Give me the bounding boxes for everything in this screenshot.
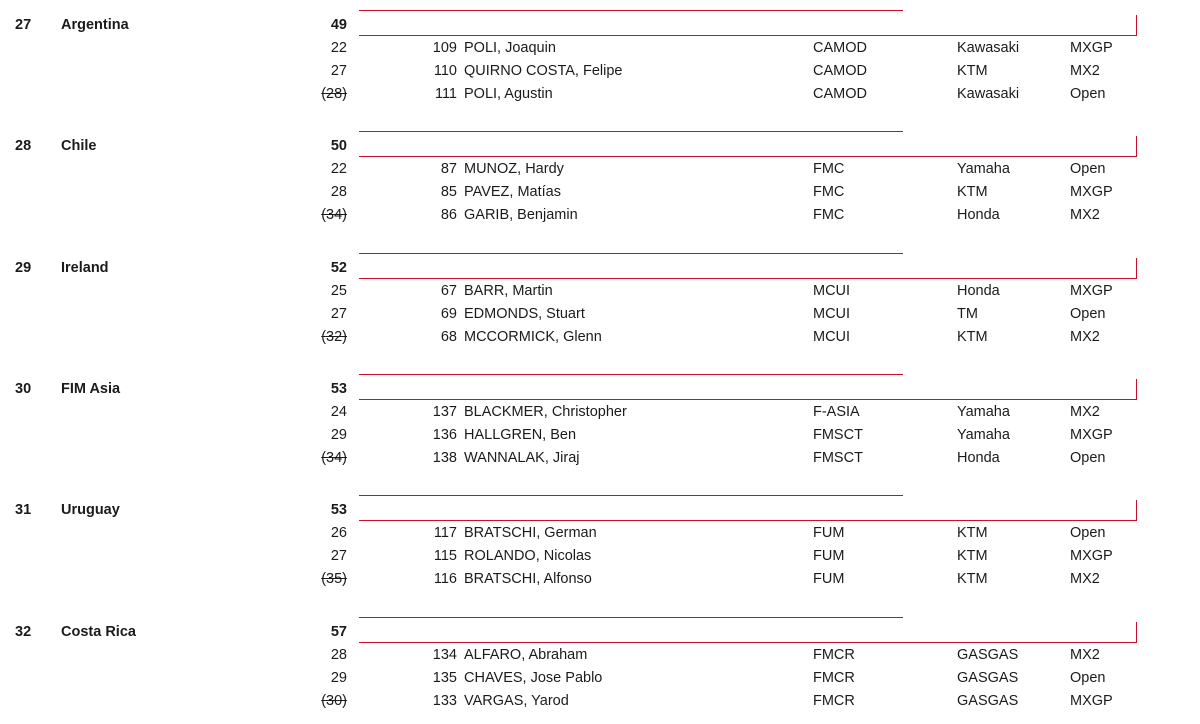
team-rule-top [359, 374, 903, 375]
rider-number: 133 [432, 693, 457, 709]
team-total: 57 [330, 624, 347, 640]
team-rank: 29 [15, 260, 32, 276]
rider-points: 29 [330, 427, 347, 443]
rider-motorcycle: Kawasaki [957, 40, 1020, 56]
rider-motorcycle: KTM [957, 571, 988, 587]
team-total: 53 [330, 502, 347, 518]
rider-federation: CAMOD [813, 40, 867, 56]
rider-federation: FUM [813, 548, 845, 564]
team-rule-top [359, 617, 903, 618]
rider-points: 27 [330, 548, 347, 564]
rider-name: POLI, Agustin [464, 86, 553, 102]
rider-federation: FMCR [813, 693, 855, 709]
team-rule-box [359, 136, 1137, 157]
team-total: 53 [330, 381, 347, 397]
rider-name: ALFARO, Abraham [464, 647, 588, 663]
rider-number: 109 [432, 40, 457, 56]
rider-name: BRATSCHI, German [464, 525, 597, 541]
rider-class: MX2 [1070, 63, 1100, 79]
rider-number: 86 [440, 207, 457, 223]
rider-name: BRATSCHI, Alfonso [464, 571, 592, 587]
rider-number: 117 [433, 525, 457, 541]
team-rule-box [359, 500, 1137, 521]
rider-federation: FUM [813, 571, 845, 587]
rider-points-dropped: (30) [321, 693, 347, 709]
rider-motorcycle: Honda [957, 450, 1000, 466]
rider-number: 85 [440, 184, 457, 200]
rider-row [0, 184, 1200, 207]
rider-row [0, 571, 1200, 594]
rider-points: 27 [330, 306, 347, 322]
rider-motorcycle: KTM [957, 548, 988, 564]
team-rule-top [359, 253, 903, 254]
rider-points: 28 [330, 647, 347, 663]
rider-motorcycle: Kawasaki [957, 86, 1020, 102]
rider-number: 135 [432, 670, 457, 686]
team-total: 49 [330, 17, 347, 33]
rider-federation: MCUI [813, 329, 851, 345]
rider-name: QUIRNO COSTA, Felipe [464, 63, 623, 79]
rider-name: PAVEZ, Matías [464, 184, 561, 200]
rider-name: ROLANDO, Nicolas [464, 548, 592, 564]
rider-number: 134 [432, 647, 457, 663]
rider-class: Open [1070, 670, 1106, 686]
rider-number: 136 [432, 427, 457, 443]
team-block-uruguay [0, 485, 1200, 595]
team-rank: 32 [15, 624, 32, 640]
rider-number: 111 [434, 86, 457, 102]
rider-class: MX2 [1070, 571, 1100, 587]
team-name: Costa Rica [61, 624, 136, 640]
rider-motorcycle: KTM [957, 525, 988, 541]
rider-row [0, 427, 1200, 450]
rider-class: Open [1070, 306, 1106, 322]
rider-name: MUNOZ, Hardy [464, 161, 564, 177]
rider-name: BARR, Martin [464, 283, 553, 299]
rider-motorcycle: GASGAS [957, 670, 1019, 686]
team-rule-top [359, 495, 903, 496]
rider-row [0, 450, 1200, 473]
team-rank: 31 [15, 502, 32, 518]
team-rule-box [359, 15, 1137, 36]
rider-class: MXGP [1070, 184, 1113, 200]
rider-number: 137 [432, 404, 457, 420]
team-rule-box [359, 379, 1137, 400]
team-block-costa-rica [0, 607, 1200, 717]
rider-name: POLI, Joaquin [464, 40, 556, 56]
rider-row [0, 207, 1200, 230]
rider-points-dropped: (32) [321, 329, 347, 345]
rider-name: WANNALAK, Jiraj [464, 450, 580, 466]
team-rule-box [359, 622, 1137, 643]
rider-federation: MCUI [813, 306, 851, 322]
rider-points-dropped: (28) [321, 86, 347, 102]
rider-points: 22 [330, 40, 347, 56]
rider-number: 67 [440, 283, 457, 299]
rider-name: EDMONDS, Stuart [464, 306, 585, 322]
rider-motorcycle: KTM [957, 184, 988, 200]
rider-row [0, 40, 1200, 63]
rider-class: MX2 [1070, 329, 1100, 345]
rider-class: Open [1070, 525, 1106, 541]
rider-motorcycle: Honda [957, 283, 1000, 299]
rider-number: 116 [433, 571, 457, 587]
rider-number: 87 [440, 161, 457, 177]
team-name: FIM Asia [61, 381, 121, 397]
team-total: 52 [330, 260, 347, 276]
rider-row [0, 404, 1200, 427]
team-block-ireland [0, 243, 1200, 353]
rider-federation: CAMOD [813, 86, 867, 102]
team-rank: 27 [15, 17, 32, 33]
rider-federation: MCUI [813, 283, 851, 299]
rider-points-dropped: (35) [321, 571, 347, 587]
rider-row [0, 63, 1200, 86]
rider-federation: FMC [813, 184, 845, 200]
rider-row [0, 693, 1200, 716]
rider-row [0, 86, 1200, 109]
rider-federation: FMSCT [813, 450, 863, 466]
rider-points: 25 [330, 283, 347, 299]
rider-number: 68 [440, 329, 457, 345]
team-name: Argentina [61, 17, 129, 33]
rider-federation: FMCR [813, 647, 855, 663]
rider-row [0, 525, 1200, 548]
rider-motorcycle: Honda [957, 207, 1000, 223]
rider-name: MCCORMICK, Glenn [464, 329, 602, 345]
rider-row [0, 283, 1200, 306]
rider-points: 28 [330, 184, 347, 200]
team-block-fim-asia [0, 364, 1200, 474]
rider-motorcycle: KTM [957, 63, 988, 79]
rider-federation: FMC [813, 161, 845, 177]
rider-class: Open [1070, 86, 1106, 102]
team-block-chile [0, 121, 1200, 231]
rider-number: 69 [440, 306, 457, 322]
team-rule-top [359, 131, 903, 132]
rider-federation: FUM [813, 525, 845, 541]
rider-class: MX2 [1070, 207, 1100, 223]
rider-class: MXGP [1070, 548, 1113, 564]
rider-class: Open [1070, 161, 1106, 177]
rider-number: 138 [432, 450, 457, 466]
rider-points: 27 [330, 63, 347, 79]
rider-name: CHAVES, Jose Pablo [464, 670, 603, 686]
rider-points: 24 [330, 404, 347, 420]
rider-federation: F-ASIA [813, 404, 860, 420]
rider-class: MXGP [1070, 427, 1113, 443]
rider-name: BLACKMER, Christopher [464, 404, 627, 420]
rider-points-dropped: (34) [321, 450, 347, 466]
rider-row [0, 306, 1200, 329]
rider-number: 115 [433, 548, 457, 564]
team-rank: 28 [15, 138, 32, 154]
rider-points-dropped: (34) [321, 207, 347, 223]
rider-motorcycle: Yamaha [957, 427, 1010, 443]
rider-motorcycle: GASGAS [957, 647, 1019, 663]
rider-row [0, 548, 1200, 571]
team-name: Uruguay [61, 502, 120, 518]
rider-row [0, 329, 1200, 352]
rider-points: 29 [330, 670, 347, 686]
team-rule-top [359, 10, 903, 11]
rider-motorcycle: Yamaha [957, 161, 1010, 177]
rider-row [0, 161, 1200, 184]
rider-name: GARIB, Benjamin [464, 207, 578, 223]
team-name: Chile [61, 138, 97, 154]
team-rule-box [359, 258, 1137, 279]
rider-federation: FMC [813, 207, 845, 223]
rider-class: MX2 [1070, 647, 1100, 663]
rider-class: MXGP [1070, 40, 1113, 56]
rider-motorcycle: Yamaha [957, 404, 1010, 420]
rider-name: HALLGREN, Ben [464, 427, 577, 443]
rider-points: 26 [330, 525, 347, 541]
rider-motorcycle: TM [957, 306, 978, 322]
rider-motorcycle: KTM [957, 329, 988, 345]
rider-number: 110 [433, 63, 457, 79]
team-name: Ireland [61, 260, 109, 276]
rider-federation: FMSCT [813, 427, 863, 443]
rider-motorcycle: GASGAS [957, 693, 1019, 709]
team-rank: 30 [15, 381, 32, 397]
rider-federation: FMCR [813, 670, 855, 686]
rider-name: VARGAS, Yarod [464, 693, 569, 709]
rider-federation: CAMOD [813, 63, 867, 79]
rider-points: 22 [330, 161, 347, 177]
rider-class: MX2 [1070, 404, 1100, 420]
rider-row [0, 670, 1200, 693]
rider-class: Open [1070, 450, 1106, 466]
rider-class: MXGP [1070, 693, 1113, 709]
team-block-argentina [0, 0, 1200, 110]
rider-class: MXGP [1070, 283, 1113, 299]
team-total: 50 [330, 138, 347, 154]
rider-row [0, 647, 1200, 670]
